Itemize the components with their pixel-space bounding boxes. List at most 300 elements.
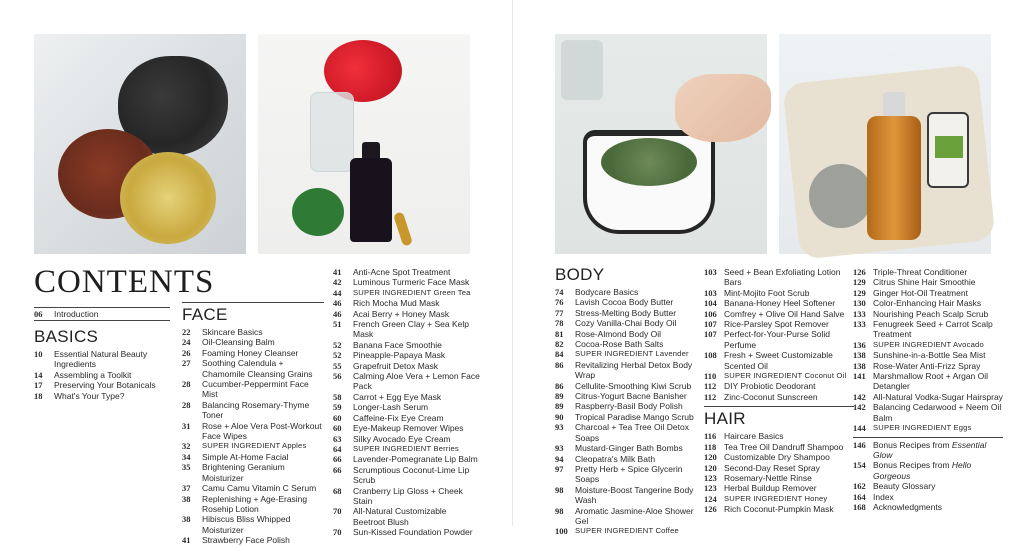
page-number: 41 [333,267,342,277]
entry-title: Fenugreek Seed + Carrot Scalp Treatment [873,319,993,340]
basics-heading: BASICS [34,327,99,346]
entry-title: SUPER INGREDIENT Eggs [873,423,972,433]
entry-title: Foaming Honey Cleanser [202,347,299,358]
page-number: 126 [853,267,866,277]
entry-title: Fresh + Sweet Customizable Scented Oil [724,350,833,371]
entry-title: Triple-Threat Conditioner [873,267,968,277]
face-continued-section [333,267,481,538]
toc-entry[interactable] [333,465,481,486]
toc-entry[interactable] [555,391,697,401]
toc-entry[interactable] [555,506,697,527]
page-number: 89 [555,401,564,412]
toc-entry[interactable] [333,277,481,287]
page-number: 66 [333,464,342,475]
entry-title: SUPER INGREDIENT Honey [724,493,828,503]
toc-entry[interactable] [704,483,854,493]
entry-title-text: Bonus Recipes from [873,439,952,450]
page-number: 107 [704,319,717,330]
entry-title: Tea Tree Oil Dandruff Shampoo [724,441,844,452]
page-number: 144 [853,423,866,434]
page-number: 116 [704,431,717,442]
entry-title: Anti-Acne Spot Treatment [353,267,451,277]
page-number: 130 [853,298,866,309]
entry-title: French Green Clay + Sea Kelp Mask [353,319,469,340]
page-number: 81 [555,328,564,339]
entry-title: Zinc-Coconut Sunscreen [724,391,818,402]
body-continued-section [704,267,854,515]
toc-entry[interactable] [555,454,697,464]
entry-title: Banana-Honey Heel Softener [724,298,836,309]
entry-title: Cozy Vanilla-Chai Body Oil [575,318,677,329]
entry-title: Rich Mocha Mud Mask [353,298,440,309]
entry-title: Raspberry-Basil Body Polish [575,401,683,412]
entry-title: Bodycare Basics [575,287,639,297]
page-number: 93 [555,422,564,433]
entry-title: Customizable Dry Shampoo [724,452,830,463]
page-number: 123 [704,472,717,483]
toc-entry[interactable] [704,473,854,483]
toc-entry[interactable] [333,527,481,537]
toc-entry[interactable] [555,339,697,349]
toc-entry[interactable] [333,454,481,464]
page-number: 44 [333,287,342,298]
entry-title: Assembling a Toolkit [54,369,132,380]
entry-title: Rosemary-Nettle Rinse [724,472,812,483]
page-number: 138 [853,350,866,361]
page-number: 164 [853,491,866,502]
entry-title: Replenishing + Age-Erasing Rosehip Lotion [202,493,308,514]
entry-title: Haircare Basics [724,431,784,442]
page-number: 112 [704,391,717,402]
page-number: 52 [333,339,342,350]
page-number: 52 [333,350,342,361]
toc-entry[interactable] [333,267,481,277]
page-number: 89 [555,391,564,402]
toc-entry[interactable] [853,277,1003,287]
toc-entry[interactable] [555,381,697,391]
entry-title: Acai Berry + Honey Mask [353,308,450,319]
toc-entry[interactable] [182,400,324,421]
entry-title: Seed + Bean Exfoliating Lotion Bars [724,267,841,288]
back-matter-list [853,440,1003,513]
toc-entry[interactable] [34,349,172,370]
toc-entry[interactable] [853,267,1003,277]
entry-title: All-Natural Vodka-Sugar Hairspray [873,391,1003,402]
page-number: 103 [704,287,717,298]
toc-entry[interactable] [182,337,324,347]
page-number: 138 [853,360,866,371]
page-number: 60 [333,423,342,434]
toc-entry[interactable] [555,360,697,381]
body-heading: BODY [555,265,605,284]
page-number: 133 [853,319,866,330]
toc-entry[interactable] [182,462,324,483]
toc-entry[interactable] [182,452,324,462]
glass-jar [561,40,603,100]
toc-entry[interactable] [704,309,854,319]
page-number: 90 [555,411,564,422]
page-number: 37 [182,483,191,494]
toc-entry[interactable] [182,421,324,442]
page-number: 118 [704,441,717,452]
toc-entry[interactable] [333,434,481,444]
toc-entry[interactable] [853,319,1003,340]
toc-entry[interactable] [853,309,1003,319]
glass-jar [310,92,354,172]
entry-title: Banana Face Smoothie [353,339,442,350]
entry-title: Carrot + Egg Eye Mask [353,391,442,402]
page-number: 84 [555,349,564,360]
toc-entry[interactable] [704,442,854,452]
toc-entry[interactable] [34,380,172,390]
entry-title-book: Essential Glow [873,439,987,460]
toc-entry[interactable] [182,327,324,337]
entry-title-text: Beauty Glossary [873,481,936,492]
hair-continued-list [853,267,1003,434]
page-number: 94 [555,453,564,464]
page-number: 38 [182,493,191,504]
entry-title: Essential Natural Beauty Ingredients [54,349,148,370]
page-number: 58 [333,391,342,402]
toc-entry[interactable] [333,423,481,433]
page-number: 142 [853,402,866,413]
toc-entry[interactable] [182,441,324,451]
toc-entry[interactable] [555,443,697,453]
entry-title: Rose-Water Anti-Frizz Spray [873,360,981,371]
toc-entry[interactable] [555,308,697,318]
dropper [393,211,413,246]
toc-entry[interactable] [333,309,481,319]
toc-entry[interactable] [853,288,1003,298]
page-number: 64 [333,443,342,454]
entry-title: Stress-Melting Body Butter [575,307,677,318]
page-number: 107 [704,329,717,340]
entry-title [873,460,1003,481]
entry-title: DIY Probiotic Deodorant [724,381,816,392]
toc-entry[interactable] [853,423,1003,433]
body-section [555,265,697,537]
hair-list [704,431,854,514]
entry-title: SUPER INGREDIENT Lavender [575,349,689,359]
toc-entry[interactable] [853,492,1003,502]
entry-title: Balancing Cedarwood + Neem Oil Balm [873,402,1002,423]
entry-title: Simple At-Home Facial [202,451,289,462]
toc-entry[interactable] [333,413,481,423]
page-number: 104 [704,298,717,309]
entry-title-text: Bonus Recipes from [873,460,952,471]
toc-entry[interactable] [704,392,854,402]
toc-entry[interactable] [555,287,697,297]
entry-title: Mustard-Ginger Bath Bombs [575,443,683,454]
entry-title: Strawberry Face Polish [202,535,290,546]
herb-pot-photo [555,34,767,254]
toc-entry[interactable] [333,486,481,507]
right-page [512,0,1024,537]
toc-entry[interactable] [333,340,481,350]
entry-title: Caffeine-Fix Eye Cream [353,412,444,423]
page-number: 129 [853,287,866,298]
entry-title: Rose-Almond Body Oil [575,328,661,339]
entry-title: Rich Coconut-Pumpkin Mask [724,504,834,515]
hair-heading: HAIR [704,406,854,429]
page-number: 146 [853,439,866,450]
clay-mask-bowl [809,164,873,228]
page-number: 60 [333,412,342,423]
toc-entry[interactable] [704,494,854,504]
page-number: 38 [182,514,191,525]
entry-title: Scrumptious Coconut-Lime Lip Scrub [353,464,470,486]
toc-entry[interactable] [853,481,1003,491]
toc-entry[interactable] [182,348,324,358]
toc-entry[interactable] [182,358,324,379]
entry-title [873,440,1003,461]
toc-entry[interactable] [704,431,854,441]
entry-title: Second-Day Reset Spray [724,462,820,473]
toc-entry[interactable] [182,494,324,515]
toc-entry[interactable] [555,297,697,307]
entry-title: Charcoal + Tea Tree Oil Detox Soaps [575,422,689,443]
page-number: 42 [333,277,342,288]
toc-entry[interactable] [853,502,1003,512]
entry-title: Moisture-Boost Tangerine Body Wash [575,484,694,506]
entry-title: Aromatic Jasmine-Aloe Shower Gel [575,505,694,526]
toc-entry[interactable] [333,350,481,360]
toc-entry[interactable] [853,361,1003,371]
entry-title: Grapefruit Detox Mask [353,360,439,371]
page-number: 55 [333,360,342,371]
face-list [182,327,324,546]
page-number: 56 [333,371,342,382]
toc-entry[interactable] [555,464,697,485]
face-continued-list [333,267,481,538]
page-number: 120 [704,452,717,463]
toc-entry[interactable] [853,402,1003,423]
divider [853,437,1003,438]
oil-bottles-photo [779,34,991,254]
entry-title: Sunshine-in-a-Bottle Sea Mist [873,350,986,361]
toc-entry[interactable] [555,318,697,328]
toc-entry[interactable] [333,319,481,340]
entry-title: Sun-Kissed Foundation Powder [353,527,473,538]
page-number: 133 [853,308,866,319]
page-number: 46 [333,308,342,319]
page-number: 51 [333,319,342,330]
entry-title: Color-Enhancing Hair Masks [873,298,982,309]
page-number: 141 [853,371,866,382]
entry-title: Cucumber-Peppermint Face Mist [202,379,309,400]
entry-title: SUPER INGREDIENT Apples [202,441,307,451]
page-number: 120 [704,462,717,473]
page-number: 32 [182,441,191,452]
entry-title: Brightening Geranium Moisturizer [202,462,285,483]
page-number: 24 [182,337,191,348]
page-number: 77 [555,307,564,318]
toc-entry[interactable] [555,349,697,359]
entry-title: Longer-Lash Serum [353,402,429,413]
toc-entry[interactable] [704,452,854,462]
chamomile-pile [120,152,216,244]
page-number: 106 [704,308,717,319]
page-number: 168 [853,501,866,512]
entry-title: Soothing Calendula + Chamomile Cleansing Grains [202,358,313,379]
page-number: 63 [333,433,342,444]
toc-entry[interactable] [704,463,854,473]
toc-entry[interactable] [704,371,854,381]
toc-entry[interactable] [704,350,854,371]
toc-entry[interactable] [704,298,854,308]
page-number: 70 [333,506,342,517]
entry-title [873,492,1003,502]
page-number: 76 [555,297,564,308]
page-number: 97 [555,463,564,474]
toc-entry[interactable] [182,379,324,400]
page-number: 74 [555,287,564,297]
page-number: 22 [182,327,191,337]
page-number: 10 [34,349,43,359]
basics-list [34,349,172,401]
entry-title: Skincare Basics [202,327,263,337]
page-number: 93 [555,443,564,454]
entry-title: Tropical Paradise Mango Scrub [575,411,694,422]
toc-entry[interactable] [333,371,481,392]
toc-entry[interactable] [333,392,481,402]
page-number: 66 [333,454,342,465]
toc-entry[interactable] [555,401,697,411]
amber-spray-bottle [867,116,921,240]
entry-title: Revitalizing Herbal Detox Body Wrap [575,359,693,381]
toc-entry[interactable] [333,298,481,308]
entry-title: Herbal Buildup Remover [724,483,817,494]
toc-entry[interactable] [704,267,854,288]
page-number: 123 [704,483,717,494]
toc-entry[interactable] [853,460,1003,481]
entry-title [873,481,1003,491]
toc-entry[interactable] [704,288,854,298]
toc-entry[interactable] [555,485,697,506]
entry-title: Lavish Cocoa Body Butter [575,297,674,308]
toc-entry[interactable] [853,340,1003,350]
entry-title: Calming Aloe Vera + Lemon Face Pack [353,371,480,392]
hand [675,74,771,142]
entry-title: Ginger Hot-Oil Treatment [873,287,968,298]
page-number: 110 [704,371,717,382]
toc-entry[interactable] [704,504,854,514]
herbs [601,138,697,186]
entry-title: Eye-Makeup Remover Wipes [353,423,464,434]
intro-page-number: 06 [34,309,43,319]
body-continued-list [704,267,854,402]
page-number: 68 [333,485,342,496]
entry-title: Citrus-Yogurt Bacne Banisher [575,391,687,402]
entry-title [873,502,1003,512]
toc-entry[interactable] [182,535,324,545]
toc-entry[interactable] [853,440,1003,461]
page-number: 86 [555,359,564,370]
toc-entry[interactable] [555,422,697,443]
entry-title: Preserving Your Botanicals [54,380,156,391]
toc-entry[interactable] [853,371,1003,392]
page-number: 124 [704,493,717,504]
entry-title: Mint-Mojito Foot Scrub [724,287,810,298]
toc-entry[interactable] [333,506,481,527]
page-number: 41 [182,535,191,546]
toc-entry[interactable] [853,392,1003,402]
page-number: 35 [182,462,191,473]
page-number: 28 [182,399,191,410]
page-number: 126 [704,504,717,515]
page-number: 27 [182,358,191,369]
face-section [182,302,324,546]
entry-title: SUPER INGREDIENT Coffee [575,526,679,536]
toc-entry[interactable] [182,483,324,493]
entry-title: Cleopatra's Milk Bath [575,453,656,464]
page-number: 70 [333,527,342,538]
page-number: 103 [704,267,717,277]
intro-entry[interactable] [34,307,170,321]
contents-heading: CONTENTS [34,264,215,300]
entry-title: Cellulite-Smoothing Kiwi Scrub [575,380,692,391]
entry-title: Nourishing Peach Scalp Scrub [873,308,989,319]
page-number: 136 [853,339,866,350]
page-number: 154 [853,460,866,471]
basics-section [34,327,172,401]
entry-title: All-Natural Customizable Beetroot Blush [353,506,447,527]
toc-entry[interactable] [704,381,854,391]
toc-entry[interactable] [182,514,324,535]
page-number: 142 [853,391,866,402]
toc-entry[interactable] [555,412,697,422]
page-number: 14 [34,369,43,380]
page-number: 82 [555,339,564,350]
entry-title: Rice-Parsley Spot Remover [724,319,829,330]
toc-entry[interactable] [34,370,172,380]
toc-entry[interactable] [555,329,697,339]
entry-title: Oil-Cleansing Balm [202,337,275,348]
toc-entry[interactable] [555,526,697,536]
page-number: 59 [333,402,342,413]
entry-title: Balancing Rosemary-Thyme Toner [202,399,310,421]
entry-title: Pineapple-Papaya Mask [353,350,446,361]
page-number: 26 [182,347,191,358]
entry-title: SUPER INGREDIENT Green Tea [353,287,471,297]
entry-title: Perfect-for-Your-Purse Solid Perfume [724,329,830,350]
oil-label [935,136,963,158]
toc-entry[interactable] [333,288,481,298]
toc-entry[interactable] [853,350,1003,360]
toc-entry[interactable] [704,329,854,350]
body-list [555,287,697,537]
entry-title: Cranberry Lip Gloss + Cheek Stain [353,485,463,506]
page-number: 18 [34,390,43,401]
entry-title: Rose + Aloe Vera Post-Workout Face Wipes [202,420,322,442]
entry-title: Hibiscus Bliss Whipped Moisturizer [202,514,291,535]
toc-entry[interactable] [333,444,481,454]
toc-entry[interactable] [333,402,481,412]
entry-title-text: Acknowledgments [873,501,942,512]
entry-title: Lavender-Pomegranate Lip Balm [353,454,478,465]
toc-entry[interactable] [853,298,1003,308]
toc-entry[interactable] [333,361,481,371]
toc-entry[interactable] [704,319,854,329]
page-number: 28 [182,379,191,390]
entry-title: Cocoa-Rose Bath Salts [575,339,664,350]
entry-title: Pretty Herb + Spice Glycerin Soaps [575,463,683,485]
toc-entry[interactable] [34,391,172,401]
page-number: 34 [182,451,191,462]
entry-title: Citrus Shine Hair Smoothie [873,277,976,288]
page-number: 100 [555,526,568,537]
hair-continued-section [853,267,1003,512]
